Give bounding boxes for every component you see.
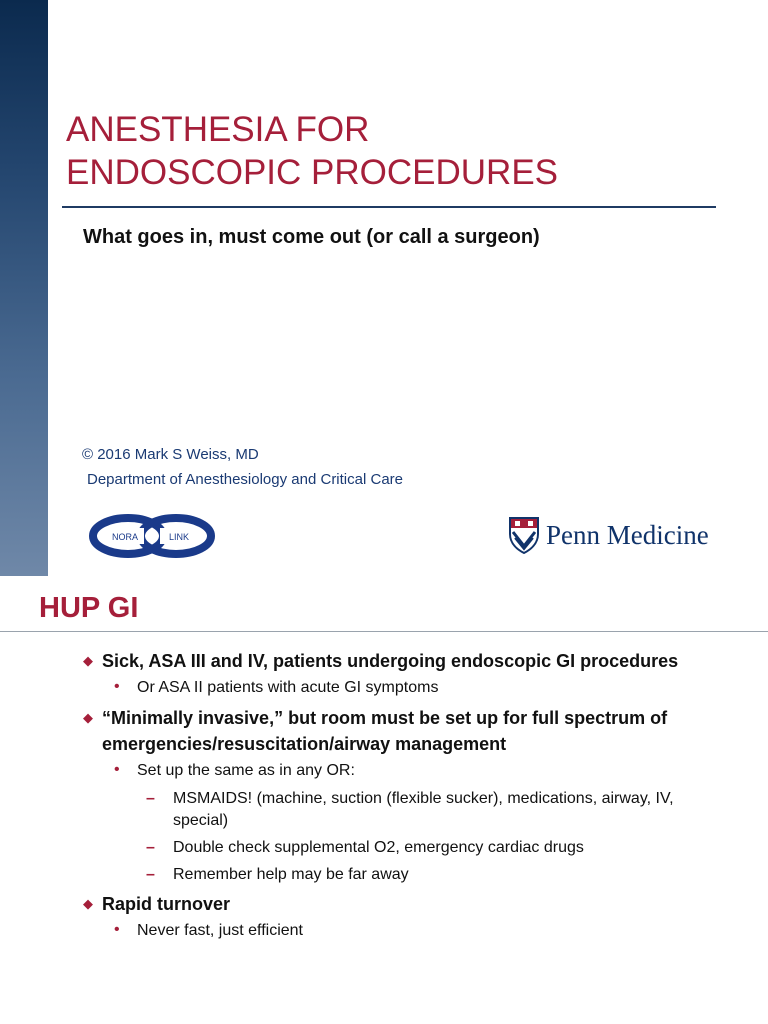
copyright-text: © 2016 Mark S Weiss, MD <box>82 446 259 463</box>
penn-medicine-wordmark: Penn Medicine <box>546 519 709 550</box>
bullet-level-1 <box>0 891 768 917</box>
nora-logo-left-text: NORA <box>111 532 139 542</box>
bullet-text: MSMAIDS! (machine, suction (flexible sucker), medications, airway, IV, special) <box>173 790 674 829</box>
bullet-text: “Minimally invasive,” but room must be set up for full spectrum of emergencies/resuscitation/airway management <box>102 708 668 754</box>
slide-title <box>66 108 726 194</box>
dot-bullet-icon: • <box>114 921 120 938</box>
bullet-level-2 <box>0 760 768 782</box>
dash-bullet-icon: – <box>146 866 155 883</box>
diamond-bullet-icon: ◆ <box>83 653 93 668</box>
bullet-text: Set up the same as in any OR: <box>137 762 355 779</box>
slide-subtitle: What goes in, must come out (or call a surgeon) <box>83 226 540 248</box>
slide-title-line-2: ENDOSCOPIC PROCEDURES <box>66 153 559 192</box>
nora-link-logo <box>88 512 216 560</box>
bullet-text: Remember help may be far away <box>173 866 409 883</box>
sidebar-gradient-bar <box>0 0 48 576</box>
title-divider <box>62 206 716 208</box>
slide-title-line-1: ANESTHESIA FOR <box>66 110 370 149</box>
bullet-text: Or ASA II patients with acute GI symptoms <box>137 679 439 696</box>
penn-shield-icon <box>508 516 540 554</box>
penn-medicine-logo <box>508 515 709 555</box>
content-slide <box>0 576 768 1024</box>
bullet-level-3 <box>0 788 768 832</box>
bullet-text: Never fast, just efficient <box>137 922 303 939</box>
bullet-text: Rapid turnover <box>102 894 231 914</box>
bullet-level-3 <box>0 837 768 859</box>
bullet-level-1 <box>0 648 768 674</box>
dot-bullet-icon: • <box>114 761 120 778</box>
bullet-level-3 <box>0 864 768 886</box>
bullet-list <box>0 648 768 948</box>
department-text: Department of Anesthesiology and Critical Care <box>87 471 403 488</box>
diamond-bullet-icon: ◆ <box>83 896 93 911</box>
content-slide-title: HUP GI <box>39 592 139 624</box>
nora-logo-right-text: LINK <box>168 532 190 542</box>
bullet-text: Sick, ASA III and IV, patients undergoing endoscopic GI procedures <box>102 651 679 671</box>
dot-bullet-icon: • <box>114 678 120 695</box>
dash-bullet-icon: – <box>146 790 155 807</box>
dash-bullet-icon: – <box>146 839 155 856</box>
bullet-text: Double check supplemental O2, emergency cardiac drugs <box>173 839 584 856</box>
content-title-divider <box>0 631 768 632</box>
diamond-bullet-icon: ◆ <box>83 710 93 725</box>
bullet-level-2 <box>0 920 768 942</box>
bullet-level-1 <box>0 705 768 757</box>
bullet-level-2 <box>0 677 768 699</box>
